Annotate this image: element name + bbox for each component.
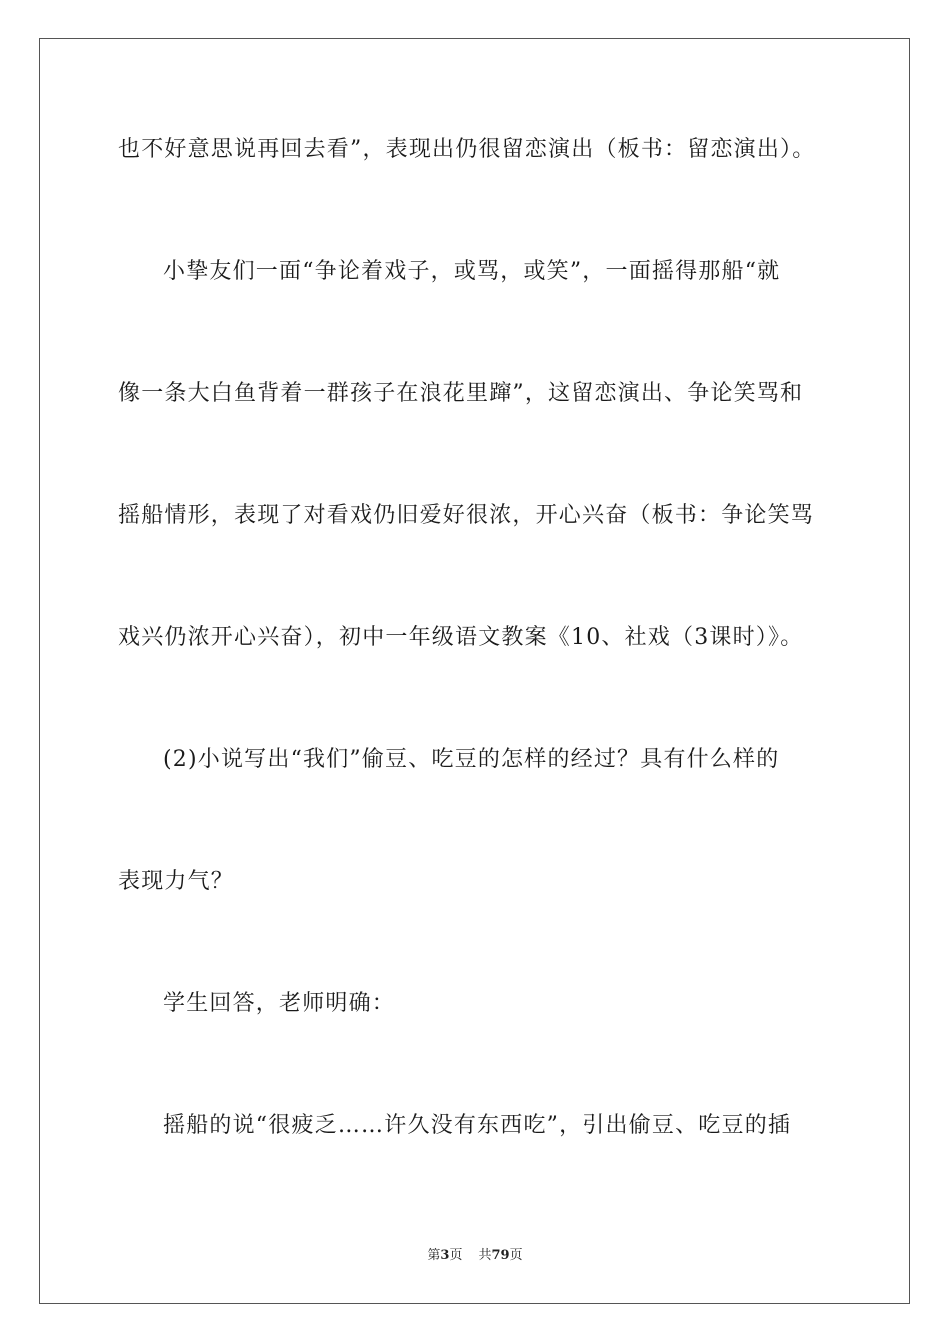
text-line-8: 学生回答，老师明确：	[163, 991, 396, 1016]
total-prefix: 共	[478, 1248, 492, 1263]
page-suffix: 页	[449, 1248, 463, 1263]
text-line-2: 小挚友们一面“争论着戏子，或骂，或笑”，一面摇得那船“就	[163, 259, 781, 284]
page-prefix: 第	[427, 1248, 441, 1263]
text-line-3: 像一条大白鱼背着一群孩子在浪花里蹿”，这留恋演出、争论笑骂和	[118, 381, 804, 406]
text-line-1: 也不好意思说再回去看”，表现出仍很留恋演出（板书：留恋演出）。	[118, 137, 816, 162]
page-number: 3	[440, 1248, 450, 1263]
text-line-9: 摇船的说“很疲乏……许久没有东西吃”，引出偷豆、吃豆的插	[163, 1113, 792, 1138]
page-footer	[0, 1247, 950, 1265]
text-line-4: 摇船情形，表现了对看戏仍旧爱好很浓，开心兴奋（板书：争论笑骂	[118, 503, 815, 528]
text-line-7: 表现力气？	[118, 869, 235, 894]
text-line-6: (2)小说写出“我们”偷豆、吃豆的怎样的经过？具有什么样的	[163, 747, 780, 772]
total-pages: 79	[491, 1248, 510, 1263]
total-suffix: 页	[509, 1248, 523, 1263]
text-line-5: 戏兴仍浓开心兴奋），初中一年级语文教案《10、社戏（3课时）》。	[118, 625, 804, 650]
